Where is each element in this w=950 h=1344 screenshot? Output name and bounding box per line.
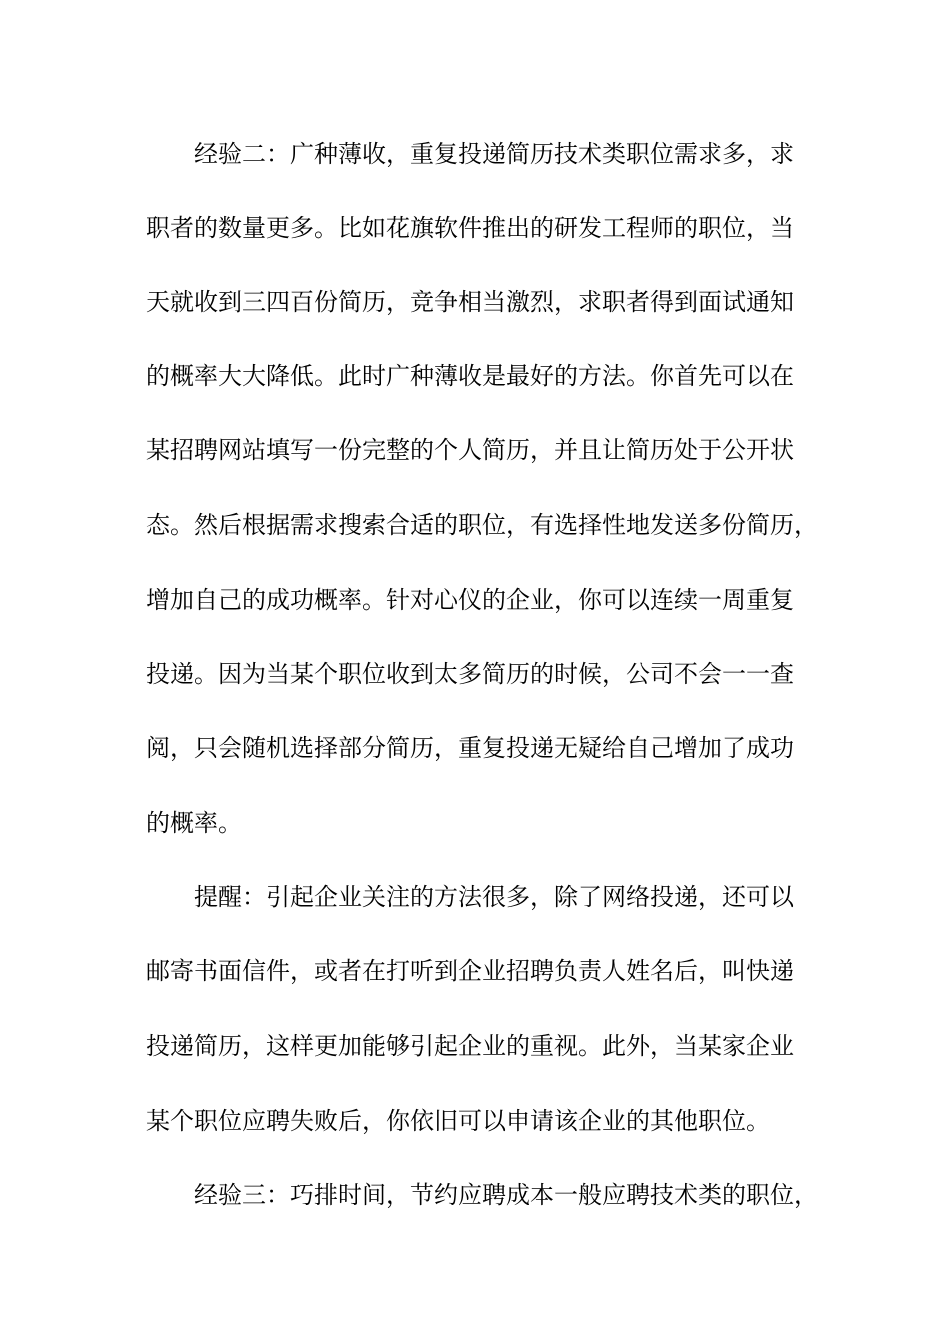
text-line: 的概率大大降低。此时广种薄收是最好的方法。你首先可以在 <box>146 362 794 390</box>
text-line: 职者的数量更多。比如花旗软件推出的研发工程师的职位，当 <box>146 214 794 242</box>
text-line: 提醒：引起企业关注的方法很多，除了网络投递，还可以 <box>146 883 794 911</box>
text-line: 经验二：广种薄收，重复投递简历技术类职位需求多，求 <box>146 140 794 168</box>
text-line: 的概率。 <box>146 809 242 837</box>
text-line: 某招聘网站填写一份完整的个人简历，并且让简历处于公开状 <box>146 436 794 464</box>
text-line: 阅，只会随机选择部分简历，重复投递无疑给自己增加了成功 <box>146 734 794 762</box>
text-line: 某个职位应聘失败后，你依旧可以申请该企业的其他职位。 <box>146 1107 770 1135</box>
text-line: 增加自己的成功概率。针对心仪的企业，你可以连续一周重复 <box>146 586 794 614</box>
text-line: 邮寄书面信件，或者在打听到企业招聘负责人姓名后，叫快递 <box>146 957 794 985</box>
text-line: 经验三：巧排时间，节约应聘成本一般应聘技术类的职位， <box>146 1181 818 1209</box>
text-line: 态。然后根据需求搜索合适的职位，有选择性地发送多份简历， <box>146 511 818 539</box>
text-line: 天就收到三四百份简历，竞争相当激烈，求职者得到面试通知 <box>146 288 794 316</box>
text-line: 投递。因为当某个职位收到太多简历的时候，公司不会一一查 <box>146 660 794 688</box>
text-line: 投递简历，这样更加能够引起企业的重视。此外，当某家企业 <box>146 1032 794 1060</box>
